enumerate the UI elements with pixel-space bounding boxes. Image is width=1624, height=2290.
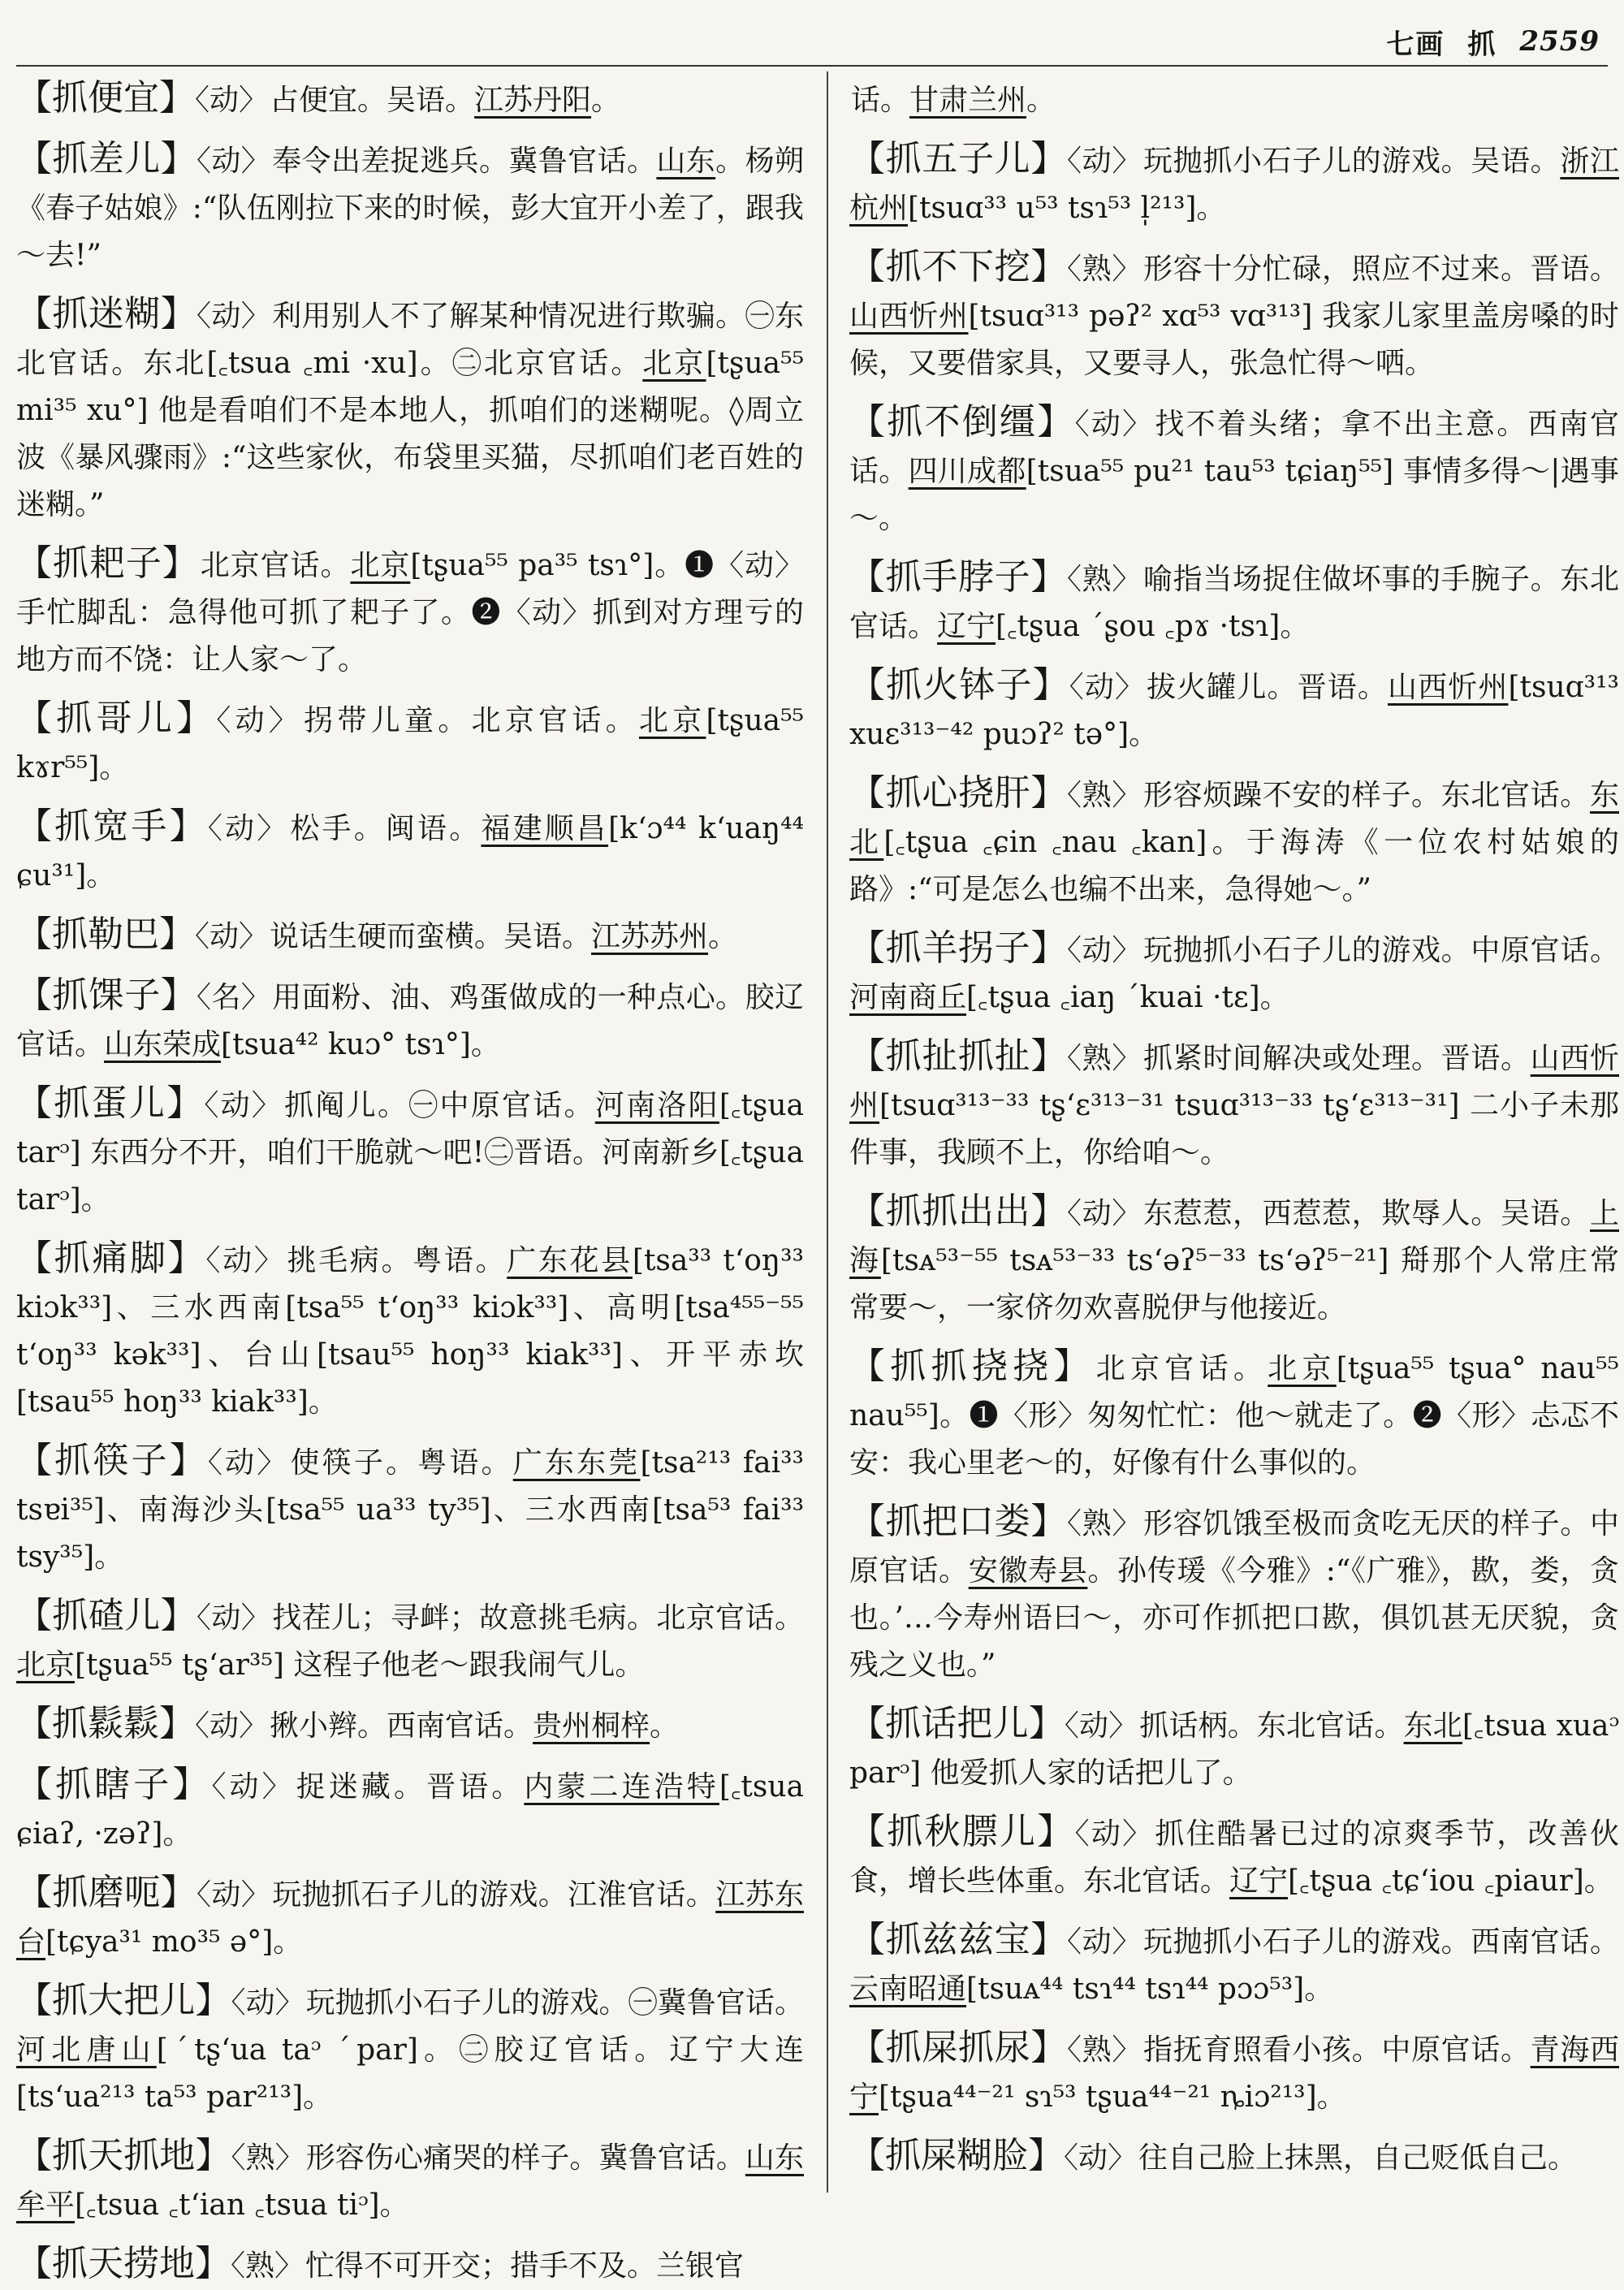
- entry-pos: 〈动〉: [195, 920, 269, 953]
- entry-rest: [tsuɑ³¹³ pəʔ² xɑ⁵³ vɑ³¹³] 我家儿家里盖房嗓的时候，又要借家具，又要寻人，张急忙得～哂。: [849, 300, 1619, 380]
- dictionary-entry: [849, 1033, 1619, 1177]
- column-divider: [827, 71, 828, 2193]
- entry-pos: 〈动〉: [216, 704, 303, 737]
- dictionary-entry: [16, 695, 804, 792]
- entry-headword: 【抓抓挠挠】: [849, 1346, 1095, 1387]
- dictionary-entry: [849, 1498, 1619, 1689]
- entry-text: 松手。闽语。: [290, 812, 482, 845]
- entry-text: 东惹惹，西惹惹，欺辱人。吴语。: [1143, 1197, 1590, 1230]
- entry-pos: 〈熟〉: [231, 2141, 304, 2175]
- entry-pos: 〈动〉: [1067, 1197, 1142, 1230]
- dictionary-entry: [849, 399, 1619, 542]
- entry-pos: 〈动〉: [1074, 1817, 1154, 1851]
- entry-text: 占便宜。吴语。: [270, 84, 475, 117]
- entry-text: 捉迷藏。晋语。: [296, 1770, 525, 1804]
- entry-text: 挑毛病。粤语。: [287, 1244, 508, 1277]
- entry-text: 利用别人不了解某种情况进行欺骗。㊀东北官话。东北[꜀tsua ꜀mi ·xu]。㊁北京官话。: [16, 300, 804, 380]
- entry-text: 玩抛抓小石子儿的游戏。西南官话。: [1143, 1925, 1619, 1959]
- dictionary-entry: [849, 136, 1619, 232]
- header-rule: [16, 65, 1608, 67]
- entry-rest: 。: [708, 920, 738, 953]
- entry-text: 玩抛抓小石子儿的游戏。吴语。: [1143, 145, 1561, 178]
- entry-text: 忙得不可开交；措手不及。兰银官: [305, 2249, 745, 2283]
- entry-headword: 【抓勒巴】: [16, 914, 195, 955]
- entry-text: 北京官话。: [1095, 1352, 1268, 1385]
- entry-text: 北京官话。: [200, 549, 351, 582]
- entry-headword: 【抓屎糊脸】: [849, 2135, 1064, 2176]
- entry-place: 东北: [849, 779, 1619, 859]
- entry-pos: 〈动〉: [1064, 1709, 1138, 1743]
- entry-rest: [tsuɑ³³ u⁵³ tsɿ⁵³ l̩²¹³]。: [908, 192, 1226, 225]
- entry-headword: 【抓馃子】: [16, 974, 197, 1016]
- dictionary-entry: [16, 291, 804, 529]
- entry-text: 找不着头绪；拿不出主意。西南官话。: [849, 408, 1619, 488]
- entry-text: 找茬儿；寻衅；故意挑毛病。北京官话。: [272, 1601, 804, 1635]
- entry-headword: 【抓蛋儿】: [16, 1082, 205, 1124]
- entry-headword: 【抓五子儿】: [849, 138, 1067, 179]
- entry-text: 抓话柄。东北官话。: [1139, 1709, 1404, 1743]
- entry-place: 四川成都: [908, 455, 1026, 488]
- entry-headword: 【抓瞎子】: [16, 1764, 212, 1805]
- entry-pos: 〈熟〉: [1067, 2033, 1142, 2067]
- entry-pos: 〈名〉: [197, 981, 271, 1014]
- dictionary-entry: [16, 1080, 804, 1224]
- entry-rest: [꜀tʂua ꜀tɕʻiou ꜀piaur]。: [1288, 1864, 1613, 1898]
- entry-headword: 【抓筷子】: [16, 1440, 208, 1481]
- left-column: [16, 75, 804, 2284]
- entry-rest: 。: [591, 84, 621, 117]
- entry-rest: [꜀tʂua ˊʂou ꜀pɤ ·tsɿ]。: [996, 610, 1310, 643]
- dictionary-entry: [16, 1437, 804, 1581]
- entry-headword: 【抓宽手】: [16, 806, 208, 847]
- entry-pos: 〈动〉: [1064, 2141, 1138, 2175]
- entry-place: 内蒙二连浩特: [524, 1770, 719, 1804]
- dictionary-entry: [849, 2132, 1619, 2182]
- dictionary-entry: [849, 2024, 1619, 2121]
- entry-headword: 【抓屎抓尿】: [849, 2027, 1067, 2068]
- entry-rest: [tʂua⁴⁴⁻²¹ sɿ⁵³ tʂua⁴⁴⁻²¹ ȵiɔ²¹³]。: [879, 2080, 1346, 2114]
- entry-headword: 【抓扯抓扯】: [849, 1035, 1067, 1077]
- entry-pos: 〈动〉: [211, 1770, 295, 1804]
- dictionary-entry: [16, 75, 804, 124]
- dictionary-entry: [849, 1808, 1619, 1905]
- entry-headword: 【抓把口娄】: [849, 1501, 1067, 1542]
- entry-place: 山东牟平: [16, 2141, 804, 2222]
- entry-rest: [tsa³³ tʻoŋ³³ kiɔk³³]、三水西南[tsa⁵⁵ tʻoŋ³³ kiɔk³³]、高明[tsa⁴⁵⁵⁻⁵⁵ tʻoŋ³³ kək³³]、台山[tsau⁵⁵ hoŋ³³ kiak³³]、开平赤坎[tsau⁵⁵ hoŋ³³ kiak³³]。: [16, 1244, 804, 1419]
- entry-text: 玩抛抓石子儿的游戏。江淮官话。: [272, 1878, 716, 1912]
- entry-rest: [꜀tʂua ꜀iaŋ ˊkuai ·tɛ]。: [966, 981, 1289, 1014]
- entry-place: 广东花县: [507, 1244, 633, 1277]
- entry-text: 形容烦躁不安的样子。东北官话。: [1143, 779, 1590, 812]
- dictionary-entry: [849, 1188, 1619, 1332]
- entry-rest: [tsuɑ³¹³ xuɛ³¹³⁻⁴² puɔʔ² tə°]。: [849, 671, 1619, 751]
- entry-place: 山西忻州: [1388, 671, 1509, 704]
- entry-pos: 〈动〉: [207, 812, 289, 845]
- dictionary-entry: [16, 1869, 804, 1966]
- entry-headword: 【抓不倒缰】: [849, 401, 1075, 443]
- entry-headword: 【抓羊拐子】: [849, 927, 1067, 969]
- entry-place: 北京: [638, 704, 706, 737]
- entry-text: 抓紧时间解决或处理。晋语。: [1143, 1042, 1531, 1075]
- entry-rest: [tsᴀ⁵³⁻⁵⁵ tsᴀ⁵³⁻³³ tsʻəʔ⁵⁻³³ tsʻəʔ⁵⁻²¹] 搿那个人常庄常常要～，一家侪勿欢喜脱伊与他接近。: [849, 1244, 1619, 1324]
- entry-place: 北京: [1268, 1352, 1337, 1385]
- entry-text: 往自己脸上抹黑，自己贬低自己。: [1138, 2141, 1578, 2175]
- entry-text: 说话生硬而蛮横。吴语。: [270, 920, 592, 953]
- entry-place: 安徽寿县: [968, 1554, 1088, 1588]
- entry-rest: [tʂua⁵⁵ kɤr⁵⁵]。: [16, 704, 804, 784]
- entry-headword: 【抓不下挖】: [849, 246, 1067, 287]
- entry-text: 形容伤心痛哭的样子。冀鲁官话。: [305, 2141, 745, 2175]
- entry-pos: 〈动〉: [195, 84, 269, 117]
- dictionary-entry: [849, 244, 1619, 387]
- entry-place: 北京: [16, 1648, 76, 1682]
- entry-text: 形容饥饿至极而贪吃无厌的样子。中原官话。: [849, 1507, 1619, 1588]
- entry-place: 山东荣成: [104, 1028, 222, 1061]
- entry-place: 河南商丘: [849, 981, 967, 1014]
- dictionary-entry: [849, 1700, 1619, 1797]
- entry-place: 北京: [350, 549, 411, 582]
- entry-place: 辽宁: [937, 610, 996, 643]
- entry-rest: [꜀tʂua ꜀ɕin ꜀nau ꜀kan]。于海涛《一位农村姑娘的路》:“可是怎么也编不出来，急得她～。”: [849, 826, 1619, 906]
- entry-place: 河北唐山: [16, 2033, 157, 2067]
- entry-rest: [꜀tsua ɕiaʔ, ·zəʔ]。: [16, 1770, 804, 1851]
- entry-rest: [tsua⁵⁵ pu²¹ tau⁵³ tɕiaŋ⁵⁵] 事情多得～|遇事～。: [849, 455, 1619, 535]
- entry-rest: 。孙传瑗《今雅》:“《广雅》，歁，娄，贪也。’…今寿州语曰～，亦可作抓把口歁，俱饥甚无厌貌，贪残之义也。”: [849, 1554, 1619, 1682]
- entry-pos: 〈动〉: [1074, 408, 1154, 441]
- entry-pos: 〈动〉: [195, 1709, 269, 1743]
- dictionary-entry: [16, 136, 804, 279]
- entry-pos: 〈动〉: [205, 1244, 286, 1277]
- entry-headword: 【抓兹兹宝】: [849, 1919, 1067, 1960]
- page-header: [1283, 21, 1600, 62]
- entry-rest: [tʂua⁵⁵ tʂʻar³⁵] 这程子他老～跟我闹气儿。: [75, 1648, 645, 1682]
- page-number: 2559: [1519, 25, 1600, 58]
- entry-headword: 【抓磨呃】: [16, 1872, 197, 1913]
- dictionary-entry: [16, 911, 804, 961]
- entry-text: 喻指当场捉住做坏事的手腕子。东北官话。: [849, 563, 1619, 643]
- dictionary-entry: [16, 540, 804, 684]
- entry-text: 奉令出差捉逃兵。冀鲁官话。: [272, 145, 657, 178]
- entry-headword: 【抓便宜】: [16, 77, 195, 119]
- entry-text: 拐带儿童。北京官话。: [304, 704, 639, 737]
- dictionary-entry: [849, 925, 1619, 1022]
- entry-text: 指抚育照看小孩。中原官话。: [1143, 2033, 1531, 2067]
- entry-place: 河南洛阳: [594, 1089, 719, 1122]
- dictionary-entry: [16, 1592, 804, 1689]
- entry-pos: 〈动〉: [197, 1878, 271, 1912]
- entry-pos: 〈动〉: [197, 1601, 271, 1635]
- entry-pos: 〈动〉: [207, 1446, 289, 1480]
- entry-place: 辽宁: [1229, 1864, 1289, 1898]
- entry-pos: 〈动〉: [204, 1089, 283, 1122]
- dictionary-entry: [849, 554, 1619, 650]
- entry-rest: [tsuᴀ⁴⁴ tsɿ⁴⁴ tsɿ⁴⁴ pɔɔ⁵³]。: [966, 1972, 1334, 2006]
- dictionary-entry: [849, 770, 1619, 914]
- entry-headword: 【抓大把儿】: [16, 1980, 231, 2021]
- entry-pos: 〈熟〉: [231, 2249, 304, 2283]
- entry-text: 玩抛抓小石子儿的游戏。中原官话。: [1143, 934, 1619, 967]
- entry-text: 形容十分忙碌，照应不过来。晋语。: [1143, 253, 1619, 286]
- entry-rest: [ˊtʂʻua taᵓ ˊpar]。㊁胶辽官话。辽宁大连[tsʻua²¹³ ta⁵³ par²¹³]。: [16, 2033, 804, 2114]
- dictionary-entry: [16, 803, 804, 900]
- entry-place: 贵州桐梓: [533, 1709, 650, 1743]
- dictionary-entry: [849, 1916, 1619, 2013]
- entry-place: 浙江杭州: [849, 145, 1619, 225]
- entry-text: 抓住酷暑已过的凉爽季节，改善伙食，增长些体重。东北官话。: [849, 1817, 1619, 1898]
- entry-pos: 〈熟〉: [1067, 563, 1142, 596]
- dictionary-entry: [16, 2240, 804, 2290]
- entry-pos: 〈熟〉: [1067, 253, 1142, 286]
- entry-headword: 【抓手脖子】: [849, 556, 1067, 598]
- entry-rest: [tʂua⁵⁵ mi³⁵ xu°] 他是看咱们不是本地人，抓咱们的迷糊呢。◊周立波《暴风骤雨》:“这些家伙，布袋里买猫，尽抓咱们老百姓的迷糊。”: [16, 347, 804, 521]
- entry-place: 甘肃兰州: [909, 84, 1027, 117]
- entry-place: 东北: [1403, 1709, 1462, 1743]
- entry-pos: 〈熟〉: [1067, 1507, 1142, 1540]
- entry-pos: 〈动〉: [1069, 671, 1146, 704]
- index-char: 抓: [1467, 28, 1497, 61]
- entry-headword: 【抓碴儿】: [16, 1595, 197, 1636]
- entry-headword: 【抓天捞地】: [16, 2243, 231, 2284]
- entry-text: 揪小辫。西南官话。: [270, 1709, 533, 1743]
- dictionary-entry: [849, 75, 1619, 124]
- entry-pos: 〈动〉: [197, 145, 271, 178]
- entry-rest: [꜀tsua ꜀tʻian ꜀tsua tiᵓ]。: [75, 2188, 409, 2222]
- entry-place: 江苏东台: [16, 1878, 804, 1959]
- entry-text: 玩抛抓小石子儿的游戏。㊀冀鲁官话。: [305, 1986, 804, 2020]
- entry-rest: [tsuɑ³¹³⁻³³ tʂʻɛ³¹³⁻³¹ tsuɑ³¹³⁻³³ tʂʻɛ³¹³⁻³¹] 二小子未那件事，我顾不上，你给咱～。: [849, 1089, 1619, 1169]
- entry-rest: [tɕya³¹ mo³⁵ ə°]。: [45, 1925, 303, 1959]
- entry-pos: 〈熟〉: [1067, 1042, 1142, 1075]
- entry-pos: 〈动〉: [1067, 145, 1142, 178]
- dictionary-entry: [16, 1700, 804, 1750]
- entry-headword: 【抓哥儿】: [16, 698, 217, 739]
- entry-pos: 〈动〉: [1067, 1925, 1142, 1959]
- entry-headword: 【抓秋膘儿】: [849, 1811, 1075, 1852]
- dictionary-entry: [16, 972, 804, 1069]
- entry-place: 山西忻州: [849, 1042, 1619, 1122]
- section-label: 七画: [1386, 28, 1445, 61]
- entry-pos: 〈动〉: [231, 1986, 304, 2020]
- entry-headword: 【抓鬏鬏】: [16, 1703, 195, 1744]
- dictionary-entry: [16, 1235, 804, 1426]
- dictionary-entry: [849, 662, 1619, 758]
- entry-place: 福建顺昌: [481, 812, 609, 845]
- entry-headword: 【抓天抓地】: [16, 2135, 231, 2176]
- entry-text: 话。: [851, 84, 910, 117]
- right-column: [849, 75, 1619, 2186]
- entry-rest: 。杨朔《春子姑娘》:“队伍刚拉下来的时候，彭大宜开小差了，跟我～去!”: [16, 145, 804, 272]
- entry-rest: 。: [650, 1709, 680, 1743]
- entry-rest: [꜀tʂua tarᵓ] 东西分不开，咱们干脆就～吧!㊁晋语。河南新乡[꜀tʂua tarᵓ]。: [16, 1089, 804, 1216]
- entry-headword: 【抓耙子】: [16, 542, 199, 584]
- entry-pos: 〈熟〉: [1067, 779, 1142, 812]
- dictionary-entry: [16, 2132, 804, 2229]
- dictionary-entry: [849, 1343, 1619, 1487]
- dictionary-entry: [16, 1761, 804, 1858]
- entry-place: 江苏苏州: [591, 920, 709, 953]
- entry-text: 用面粉、油、鸡蛋做成的一种点心。胶辽官话。: [16, 981, 804, 1061]
- entry-pos: 〈动〉: [197, 300, 271, 333]
- entry-rest: [kʻɔ⁴⁴ kʻuaŋ⁴⁴ ɕu³¹]。: [16, 812, 804, 892]
- entry-rest: [tʂua⁵⁵ pa³⁵ tsɿ°]。❶〈动〉手忙脚乱：急得他可抓了耙子了。❷〈动〉抓到对方理亏的地方而不饶：让人家～了。: [16, 549, 804, 676]
- entry-place: 山东: [656, 145, 716, 178]
- entry-place: 上海: [849, 1197, 1619, 1277]
- entry-pos: 〈动〉: [1067, 934, 1142, 967]
- entry-headword: 【抓话把儿】: [849, 1703, 1065, 1744]
- entry-rest: [tsua⁴² kuɔ° tsɿ°]。: [221, 1028, 500, 1061]
- entry-place: 青海西宁: [849, 2033, 1619, 2114]
- entry-headword: 【抓差儿】: [16, 138, 197, 179]
- entry-place: 山西忻州: [849, 300, 969, 333]
- entry-text: 拔火罐儿。晋语。: [1147, 671, 1388, 704]
- entry-text: 抓阄儿。㊀中原官话。: [284, 1089, 595, 1122]
- entry-text: 使筷子。粤语。: [290, 1446, 513, 1480]
- entry-rest: 。: [1026, 84, 1056, 117]
- entry-headword: 【抓心挠肝】: [849, 772, 1067, 814]
- entry-headword: 【抓抓出出】: [849, 1190, 1067, 1232]
- entry-place: 北京: [642, 347, 706, 380]
- entry-rest: [tʂua⁵⁵ tʂua° nau⁵⁵ nau⁵⁵]。❶〈形〉匆匆忙忙：他～就走了。❷〈形〉忐忑不安：我心里老～的，好像有什么事似的。: [849, 1352, 1619, 1480]
- entry-headword: 【抓痛脚】: [16, 1238, 206, 1279]
- entry-rest: [꜀tsua xuaᵓ parᵓ] 他爱抓人家的话把儿了。: [849, 1709, 1619, 1790]
- entry-place: 云南昭通: [849, 1972, 967, 2006]
- entry-headword: 【抓迷糊】: [16, 293, 197, 335]
- entry-headword: 【抓火钵子】: [849, 664, 1069, 706]
- entry-rest: [tsa²¹³ fai³³ tsɐi³⁵]、南海沙头[tsa⁵⁵ ua³³ ty³⁵]、三水西南[tsa⁵³ fai³³ tsy³⁵]。: [16, 1446, 804, 1574]
- entry-place: 广东东莞: [512, 1446, 641, 1480]
- entry-place: 江苏丹阳: [474, 84, 592, 117]
- dictionary-entry: [16, 1977, 804, 2121]
